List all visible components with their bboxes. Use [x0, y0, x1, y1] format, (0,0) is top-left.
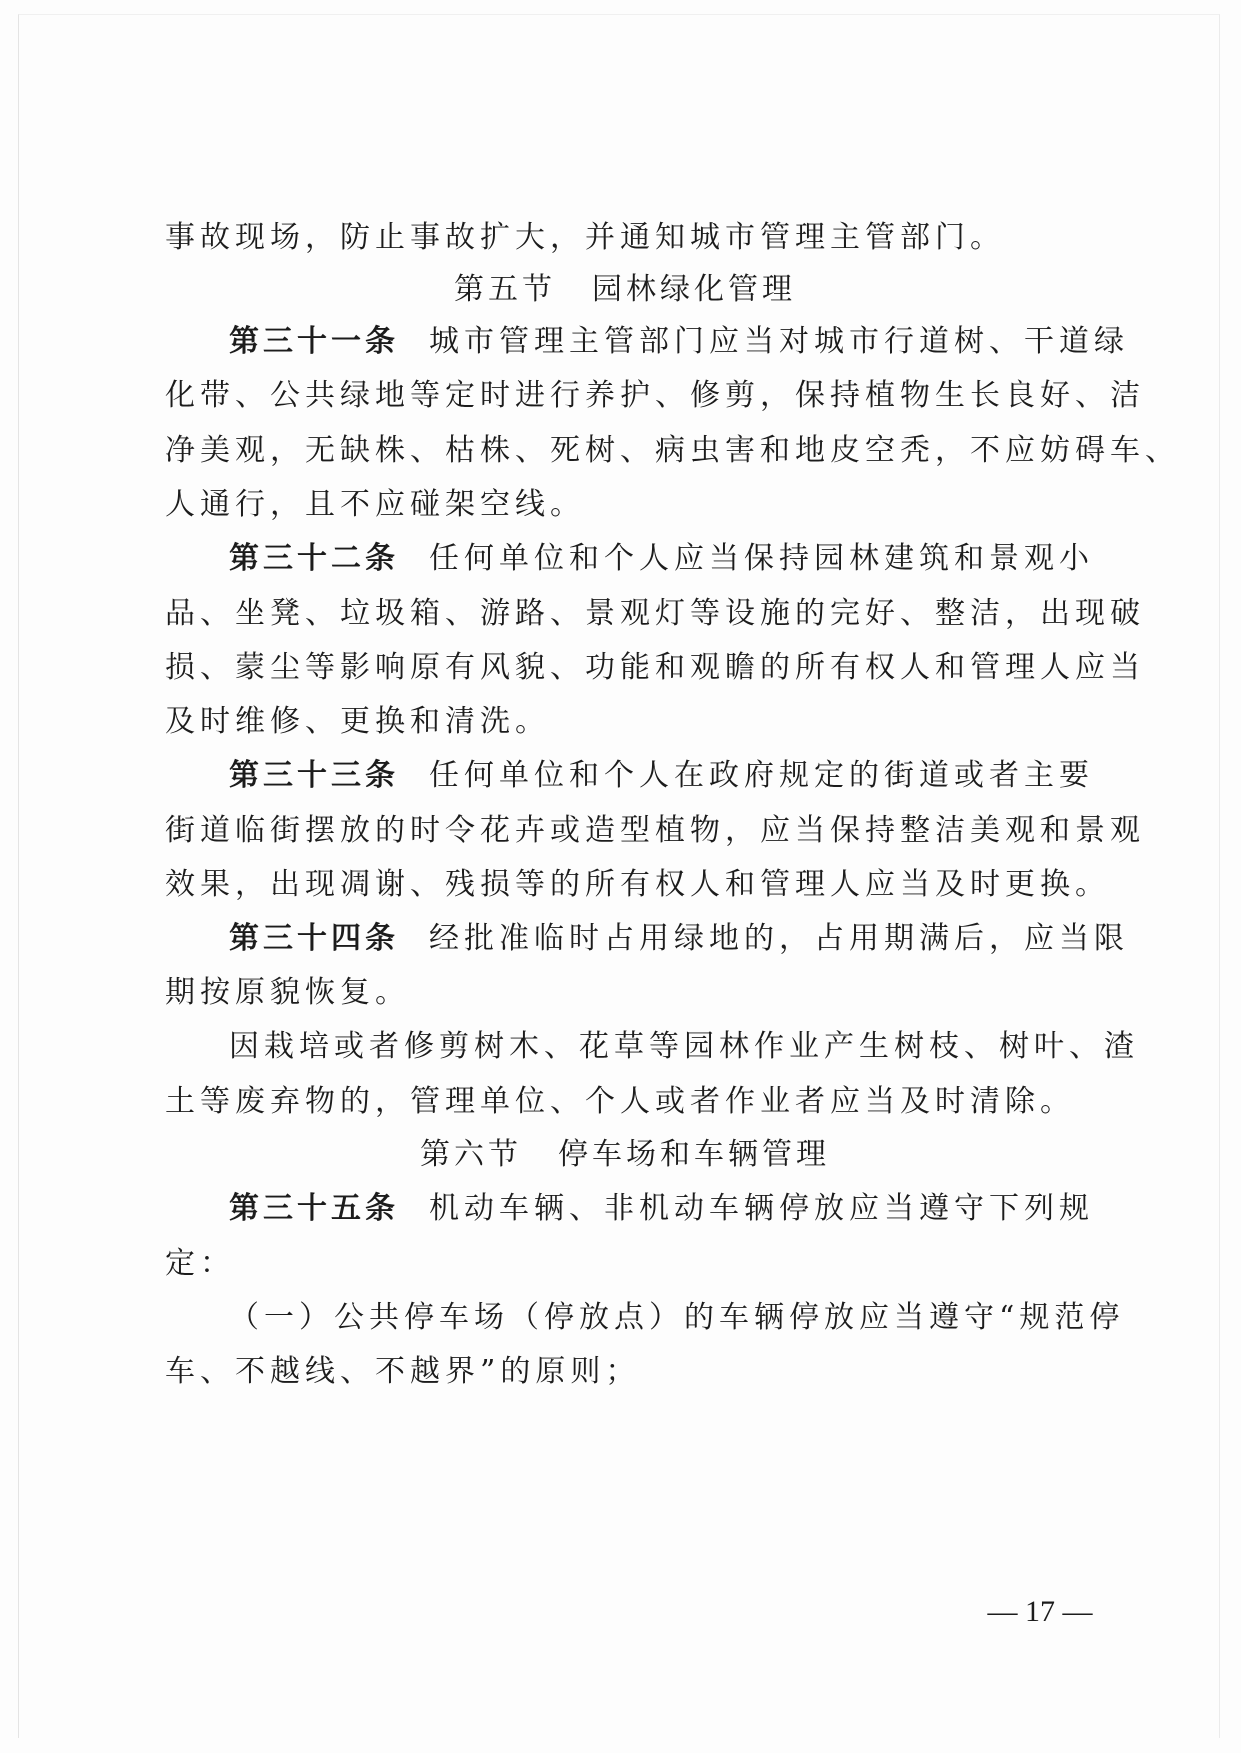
section-heading	[165, 1135, 1085, 1175]
text-line-content: 人通行，且不应碰架空线。	[165, 487, 585, 522]
article-number: 第三十四条	[229, 921, 399, 956]
article-line	[229, 1189, 1094, 1229]
text-line-content: （一）公共停车场（停放点）的车辆停放应当遵守“规范停	[229, 1300, 1125, 1335]
section-number: 第五节	[454, 272, 556, 307]
text-line	[165, 648, 1145, 688]
text-line-content: 净美观，无缺株、枯株、死树、病虫害和地皮空秃，不应妨碍车、	[165, 433, 1180, 468]
section-title: 停车场和车辆管理	[558, 1137, 830, 1172]
text-line-content: 车、不越线、不越界”的原则；	[165, 1354, 641, 1389]
text-line-content: 街道临街摆放的时令花卉或造型植物，应当保持整洁美观和景观	[165, 813, 1145, 848]
text-line	[165, 702, 550, 742]
text-line	[229, 1298, 1124, 1338]
article-line	[229, 322, 1129, 362]
article-text: 任何单位和个人在政府规定的街道或者主要	[429, 758, 1094, 793]
text-line-content: 效果，出现凋谢、残损等的所有权人和管理人应当及时更换。	[165, 867, 1110, 902]
text-line	[165, 973, 410, 1013]
article-number: 第三十二条	[229, 541, 399, 576]
text-line-content: 损、蒙尘等影响原有风貌、功能和观瞻的所有权人和管理人应当	[165, 650, 1145, 685]
text-line	[165, 218, 1005, 258]
page-number: — 17 —	[987, 1595, 1093, 1628]
text-line	[165, 376, 1145, 416]
article-text: 任何单位和个人应当保持园林建筑和景观小	[429, 541, 1094, 576]
section-number: 第六节	[420, 1137, 522, 1172]
article-number: 第三十一条	[229, 324, 399, 359]
text-line	[165, 865, 1110, 905]
text-line	[165, 485, 585, 525]
article-number: 第三十五条	[229, 1191, 399, 1226]
text-line	[165, 594, 1145, 634]
article-text: 城市管理主管部门应当对城市行道树、干道绿	[429, 324, 1129, 359]
section-heading	[165, 270, 1085, 310]
text-line	[229, 1027, 1139, 1067]
article-line	[229, 919, 1129, 959]
text-line-content: 期按原貌恢复。	[165, 975, 410, 1010]
section-title: 园林绿化管理	[592, 272, 796, 307]
text-line	[165, 431, 1180, 471]
text-line-content: 因栽培或者修剪树木、花草等园林作业产生树枝、树叶、渣	[229, 1029, 1139, 1064]
text-line-content: 品、坐凳、垃圾箱、游路、景观灯等设施的完好、整洁，出现破	[165, 596, 1145, 631]
article-text: 机动车辆、非机动车辆停放应当遵守下列规	[429, 1191, 1094, 1226]
text-line-content: 及时维修、更换和清洗。	[165, 704, 550, 739]
text-line	[165, 1082, 1075, 1122]
article-line	[229, 539, 1094, 579]
text-line-content: 事故现场，防止事故扩大，并通知城市管理主管部门。	[165, 220, 1005, 255]
article-number: 第三十三条	[229, 758, 399, 793]
text-line-content: 土等废弃物的，管理单位、个人或者作业者应当及时清除。	[165, 1084, 1075, 1119]
text-line-content: 化带、公共绿地等定时进行养护、修剪，保持植物生长良好、洁	[165, 378, 1145, 413]
text-line-content: 定：	[165, 1246, 235, 1281]
article-line	[229, 756, 1094, 796]
text-line	[165, 1244, 235, 1284]
text-line	[165, 811, 1145, 851]
article-text: 经批准临时占用绿地的，占用期满后，应当限	[429, 921, 1129, 956]
text-line	[165, 1352, 640, 1392]
